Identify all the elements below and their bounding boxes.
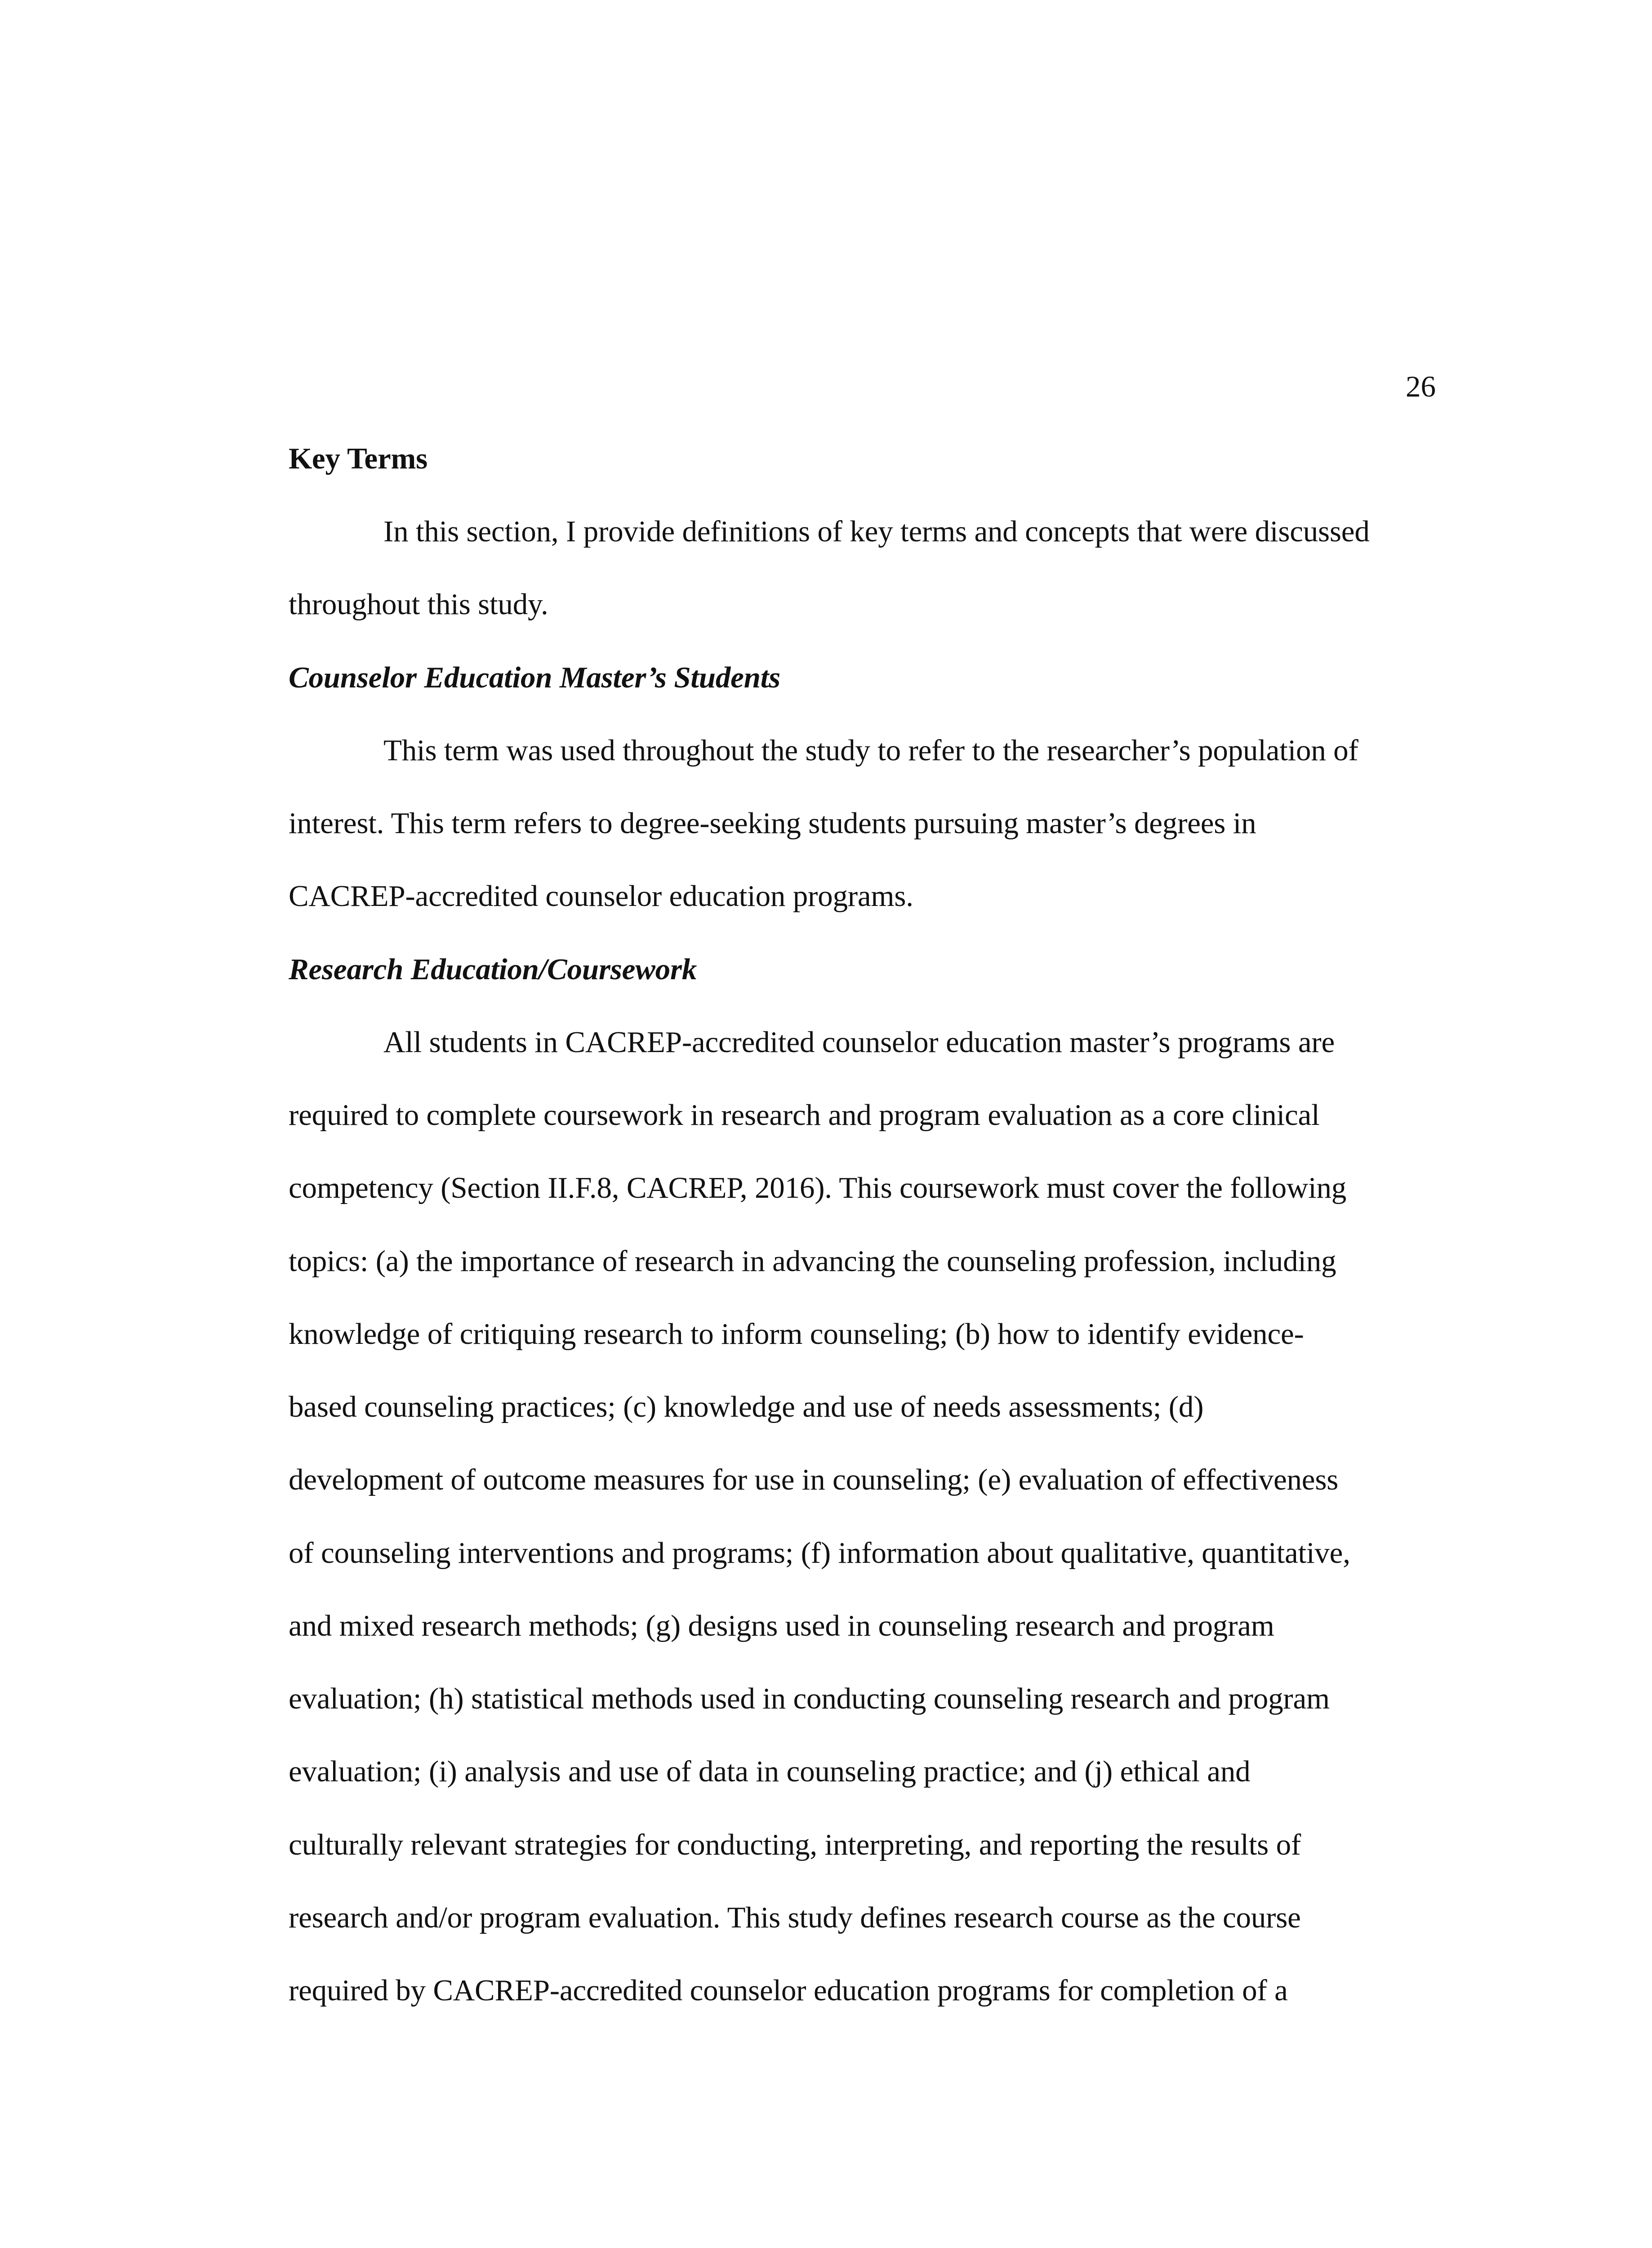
paragraph-line: of counseling interventions and programs; (f) information about qualitative, quantitative, [289,1536,1350,1570]
paragraph-line: required to complete coursework in research and program evaluation as a core clinical [289,1098,1320,1132]
paragraph-line: based counseling practices; (c) knowledge and use of needs assessments; (d) [289,1390,1204,1423]
paragraph-line: This term was used throughout the study to refer to the researcher’s population of [383,734,1358,767]
paragraph-line: topics: (a) the importance of research in advancing the counseling profession, including [289,1244,1336,1278]
paragraph-line: research and/or program evaluation. This study defines research course as the course [289,1901,1301,1934]
subsection-heading: Counselor Education Master’s Students [289,661,781,694]
paragraph-line: All students in CACREP-accredited counselor education master’s programs are [383,1026,1335,1059]
paragraph-line: In this section, I provide definitions of key terms and concepts that were discussed [383,515,1370,548]
page-number: 26 [1406,370,1436,403]
section-heading: Key Terms [289,442,427,475]
paragraph-line: throughout this study. [289,588,548,621]
paragraph-line: evaluation; (i) analysis and use of data in counseling practice; and (j) ethical and [289,1755,1251,1788]
paragraph-line: competency (Section II.F.8, CACREP, 2016). This coursework must cover the following [289,1171,1347,1204]
subsection-heading: Research Education/Coursework [289,953,697,986]
paragraph-line: culturally relevant strategies for conducting, interpreting, and reporting the results of [289,1828,1301,1861]
paragraph-line: knowledge of critiquing research to inform counseling; (b) how to identify evidence- [289,1317,1304,1351]
paragraph-line: interest. This term refers to degree-seeking students pursuing master’s degrees in [289,807,1256,840]
paragraph-line: evaluation; (h) statistical methods used in conducting counseling research and program [289,1682,1330,1715]
paragraph-line: CACREP-accredited counselor education programs. [289,879,913,913]
paragraph-line: required by CACREP-accredited counselor education programs for completion of a [289,1974,1288,2007]
paragraph-line: and mixed research methods; (g) designs used in counseling research and program [289,1609,1274,1642]
paragraph-line: development of outcome measures for use in counseling; (e) evaluation of effectiveness [289,1463,1339,1496]
